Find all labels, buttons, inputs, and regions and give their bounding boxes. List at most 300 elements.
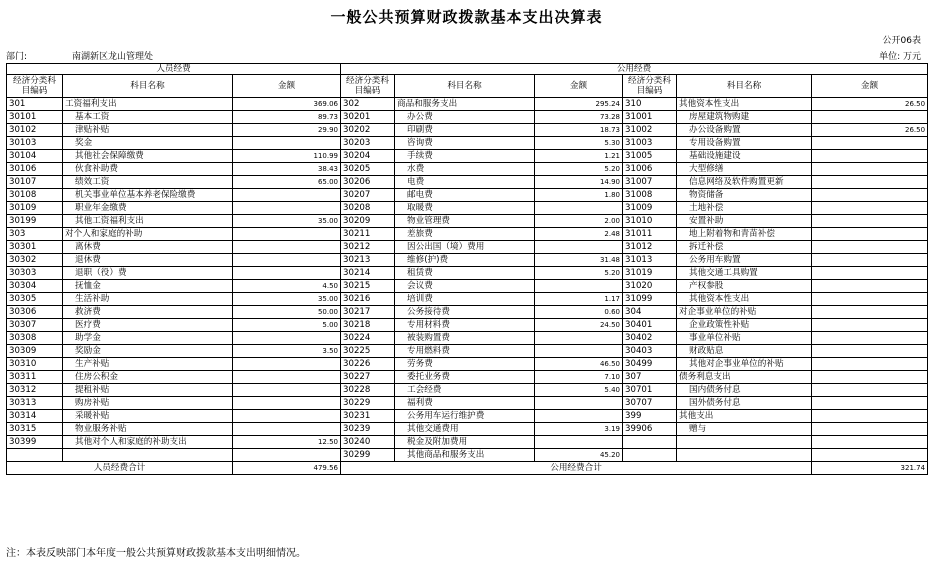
row-code: 30311 xyxy=(7,371,63,384)
row-amount: 5.00 xyxy=(233,319,341,332)
row-name: 企业政策性补贴 xyxy=(677,319,812,332)
row-code: 30313 xyxy=(7,397,63,410)
row-name: 其他交通费用 xyxy=(395,423,535,436)
row-code: 30213 xyxy=(341,254,395,267)
table-row xyxy=(7,306,928,319)
row-amount xyxy=(233,332,341,345)
row-name xyxy=(677,436,812,449)
row-name: 工资福利支出 xyxy=(63,98,233,111)
row-code: 31012 xyxy=(623,241,677,254)
row-name: 生产补贴 xyxy=(63,358,233,371)
row-name xyxy=(677,449,812,462)
row-amount xyxy=(812,254,928,267)
row-amount: 369.06 xyxy=(233,98,341,111)
table-row xyxy=(7,319,928,332)
row-code: 30203 xyxy=(341,137,395,150)
row-name: 救济费 xyxy=(63,306,233,319)
row-amount xyxy=(233,202,341,215)
row-amount: 26.50 xyxy=(812,98,928,111)
row-code: 30309 xyxy=(7,345,63,358)
row-code: 30305 xyxy=(7,293,63,306)
row-amount: 2.00 xyxy=(535,215,623,228)
row-name: 奖金 xyxy=(63,137,233,150)
row-name: 其他对个人和家庭的补助支出 xyxy=(63,436,233,449)
row-name: 提租补贴 xyxy=(63,384,233,397)
table-row xyxy=(7,163,928,176)
name-header: 科目名称 xyxy=(677,75,812,98)
row-code: 30107 xyxy=(7,176,63,189)
amount-header: 金额 xyxy=(535,75,623,98)
row-name: 因公出国（境）费用 xyxy=(395,241,535,254)
table-row xyxy=(7,111,928,124)
row-code: 30109 xyxy=(7,202,63,215)
row-code: 30226 xyxy=(341,358,395,371)
row-name: 对个人和家庭的补助 xyxy=(63,228,233,241)
row-code: 31007 xyxy=(623,176,677,189)
row-code: 30301 xyxy=(7,241,63,254)
row-code: 30104 xyxy=(7,150,63,163)
row-code: 30399 xyxy=(7,436,63,449)
row-code: 30310 xyxy=(7,358,63,371)
row-amount xyxy=(812,371,928,384)
row-name: 职业年金缴费 xyxy=(63,202,233,215)
form-code: 公开06表 xyxy=(882,36,921,46)
row-amount xyxy=(812,293,928,306)
row-code: 30211 xyxy=(341,228,395,241)
table-row xyxy=(7,345,928,358)
row-name: 劳务费 xyxy=(395,358,535,371)
row-amount xyxy=(535,332,623,345)
public-total-label: 公用经费合计 xyxy=(341,462,812,475)
row-code xyxy=(7,449,63,462)
row-name: 差旅费 xyxy=(395,228,535,241)
row-amount: 3.19 xyxy=(535,423,623,436)
row-code: 30299 xyxy=(341,449,395,462)
row-amount xyxy=(812,176,928,189)
row-name: 维修(护)费 xyxy=(395,254,535,267)
row-name: 其他工资福利支出 xyxy=(63,215,233,228)
row-name: 退职（役）费 xyxy=(63,267,233,280)
table-row xyxy=(7,436,928,449)
row-code: 31009 xyxy=(623,202,677,215)
row-amount xyxy=(812,410,928,423)
row-code: 31001 xyxy=(623,111,677,124)
personnel-total-label: 人员经费合计 xyxy=(7,462,233,475)
row-amount xyxy=(233,137,341,150)
row-name: 其他社会保障缴费 xyxy=(63,150,233,163)
row-amount: 73.28 xyxy=(535,111,623,124)
name-header: 科目名称 xyxy=(63,75,233,98)
row-name: 医疗费 xyxy=(63,319,233,332)
row-code: 30225 xyxy=(341,345,395,358)
row-code: 31013 xyxy=(623,254,677,267)
row-code: 30204 xyxy=(341,150,395,163)
row-name: 福利费 xyxy=(395,397,535,410)
row-name: 其他支出 xyxy=(677,410,812,423)
row-name: 取暖费 xyxy=(395,202,535,215)
department-label: 部门: xyxy=(6,52,28,62)
row-amount xyxy=(812,319,928,332)
row-name: 物业管理费 xyxy=(395,215,535,228)
row-name: 大型修缮 xyxy=(677,163,812,176)
row-amount xyxy=(812,306,928,319)
department-name: 南湖新区龙山管理处 xyxy=(72,52,154,62)
row-amount: 31.48 xyxy=(535,254,623,267)
row-amount: 2.48 xyxy=(535,228,623,241)
table-row xyxy=(7,280,928,293)
row-code: 30231 xyxy=(341,410,395,423)
row-amount: 18.73 xyxy=(535,124,623,137)
table-row xyxy=(7,150,928,163)
row-amount xyxy=(812,163,928,176)
row-name: 奖励金 xyxy=(63,345,233,358)
row-code: 30307 xyxy=(7,319,63,332)
row-code: 30499 xyxy=(623,358,677,371)
row-code: 30199 xyxy=(7,215,63,228)
row-amount xyxy=(812,397,928,410)
footnote: 注：本表反映部门本年度一般公共预算财政拨款基本支出明细情况。 xyxy=(6,548,306,559)
row-amount xyxy=(535,436,623,449)
row-code: 30202 xyxy=(341,124,395,137)
row-amount xyxy=(812,111,928,124)
row-code: 30206 xyxy=(341,176,395,189)
row-code: 30402 xyxy=(623,332,677,345)
row-name: 机关事业单位基本养老保险缴费 xyxy=(63,189,233,202)
row-amount: 12.50 xyxy=(233,436,341,449)
row-name: 其他商品和服务支出 xyxy=(395,449,535,462)
row-name: 公务用车运行维护费 xyxy=(395,410,535,423)
row-code: 30215 xyxy=(341,280,395,293)
column-header-row xyxy=(7,75,928,98)
row-code: 30102 xyxy=(7,124,63,137)
row-amount xyxy=(535,202,623,215)
row-name: 基础设施建设 xyxy=(677,150,812,163)
row-code: 303 xyxy=(7,228,63,241)
row-amount: 5.20 xyxy=(535,163,623,176)
row-amount: 110.99 xyxy=(233,150,341,163)
row-code: 30240 xyxy=(341,436,395,449)
row-amount xyxy=(233,371,341,384)
row-code: 30106 xyxy=(7,163,63,176)
row-name: 生活补助 xyxy=(63,293,233,306)
row-name: 国内债务付息 xyxy=(677,384,812,397)
row-code: 31019 xyxy=(623,267,677,280)
row-name: 邮电费 xyxy=(395,189,535,202)
row-amount xyxy=(233,267,341,280)
group-header-row xyxy=(7,64,928,75)
amount-header: 金额 xyxy=(233,75,341,98)
row-amount: 3.50 xyxy=(233,345,341,358)
row-amount xyxy=(812,215,928,228)
row-name: 拆迁补偿 xyxy=(677,241,812,254)
row-name: 产权参股 xyxy=(677,280,812,293)
row-amount: 295.24 xyxy=(535,98,623,111)
personnel-total-amount: 479.56 xyxy=(233,462,341,475)
row-code: 30212 xyxy=(341,241,395,254)
table-row xyxy=(7,423,928,436)
row-amount: 26.50 xyxy=(812,124,928,137)
row-amount: 7.10 xyxy=(535,371,623,384)
code-header: 经济分类科目编码 xyxy=(623,75,677,98)
row-code: 31008 xyxy=(623,189,677,202)
table-row xyxy=(7,267,928,280)
row-code: 399 xyxy=(623,410,677,423)
row-name: 住房公积金 xyxy=(63,371,233,384)
table-row xyxy=(7,241,928,254)
row-amount xyxy=(812,358,928,371)
table-row xyxy=(7,384,928,397)
row-code: 304 xyxy=(623,306,677,319)
row-name: 伙食补助费 xyxy=(63,163,233,176)
row-code: 31099 xyxy=(623,293,677,306)
table-row xyxy=(7,254,928,267)
row-code: 30229 xyxy=(341,397,395,410)
row-code: 30239 xyxy=(341,423,395,436)
row-code: 39906 xyxy=(623,423,677,436)
amount-header: 金额 xyxy=(812,75,928,98)
table-row xyxy=(7,176,928,189)
row-amount xyxy=(233,384,341,397)
row-amount: 35.00 xyxy=(233,293,341,306)
row-name: 离休费 xyxy=(63,241,233,254)
row-code: 30228 xyxy=(341,384,395,397)
row-name: 事业单位补贴 xyxy=(677,332,812,345)
row-name: 委托业务费 xyxy=(395,371,535,384)
row-name: 房屋建筑物购建 xyxy=(677,111,812,124)
row-amount xyxy=(535,241,623,254)
row-code: 30201 xyxy=(341,111,395,124)
totals-row xyxy=(7,462,928,475)
row-code: 30217 xyxy=(341,306,395,319)
row-code: 31006 xyxy=(623,163,677,176)
row-amount xyxy=(233,358,341,371)
public-total-amount: 321.74 xyxy=(812,462,928,475)
row-name: 对企事业单位的补贴 xyxy=(677,306,812,319)
row-amount xyxy=(812,384,928,397)
row-name: 办公费 xyxy=(395,111,535,124)
row-amount xyxy=(535,410,623,423)
row-name: 公务接待费 xyxy=(395,306,535,319)
table-row xyxy=(7,98,928,111)
row-code: 30216 xyxy=(341,293,395,306)
row-amount xyxy=(812,436,928,449)
row-code: 30403 xyxy=(623,345,677,358)
expenditure-table xyxy=(6,63,928,475)
row-amount: 5.20 xyxy=(535,267,623,280)
row-name: 手续费 xyxy=(395,150,535,163)
row-name: 培训费 xyxy=(395,293,535,306)
row-code: 30227 xyxy=(341,371,395,384)
row-code: 30302 xyxy=(7,254,63,267)
report-title: 一般公共预算财政拨款基本支出决算表 xyxy=(330,8,603,26)
row-name: 地上附着物和青苗补偿 xyxy=(677,228,812,241)
row-amount: 29.90 xyxy=(233,124,341,137)
row-amount xyxy=(233,241,341,254)
row-name xyxy=(63,449,233,462)
row-amount xyxy=(535,345,623,358)
row-code: 31010 xyxy=(623,215,677,228)
row-code: 30214 xyxy=(341,267,395,280)
row-code: 30314 xyxy=(7,410,63,423)
row-amount xyxy=(812,228,928,241)
row-amount: 38.43 xyxy=(233,163,341,176)
row-name: 专用设备购置 xyxy=(677,137,812,150)
row-code: 31005 xyxy=(623,150,677,163)
unit-label: 单位: 万元 xyxy=(879,52,921,62)
table-row xyxy=(7,332,928,345)
row-code: 30101 xyxy=(7,111,63,124)
row-name: 咨询费 xyxy=(395,137,535,150)
table-row xyxy=(7,215,928,228)
table-row xyxy=(7,410,928,423)
row-name: 工会经费 xyxy=(395,384,535,397)
row-code: 302 xyxy=(341,98,395,111)
row-amount xyxy=(812,150,928,163)
row-code: 30306 xyxy=(7,306,63,319)
row-name: 其他资本性支出 xyxy=(677,293,812,306)
row-amount xyxy=(812,280,928,293)
table-row xyxy=(7,202,928,215)
row-amount: 1.17 xyxy=(535,293,623,306)
row-name: 购房补贴 xyxy=(63,397,233,410)
row-name: 办公设备购置 xyxy=(677,124,812,137)
row-amount xyxy=(812,332,928,345)
row-amount xyxy=(812,267,928,280)
row-amount xyxy=(812,241,928,254)
row-amount: 24.50 xyxy=(535,319,623,332)
row-name: 其他交通工具购置 xyxy=(677,267,812,280)
row-amount: 45.20 xyxy=(535,449,623,462)
row-name: 租赁费 xyxy=(395,267,535,280)
row-name: 印刷费 xyxy=(395,124,535,137)
table-row xyxy=(7,293,928,306)
row-amount: 89.73 xyxy=(233,111,341,124)
row-code: 30315 xyxy=(7,423,63,436)
row-amount xyxy=(233,254,341,267)
row-code xyxy=(623,436,677,449)
row-name: 基本工资 xyxy=(63,111,233,124)
row-code: 31011 xyxy=(623,228,677,241)
row-amount xyxy=(812,137,928,150)
row-code: 30207 xyxy=(341,189,395,202)
table-row xyxy=(7,228,928,241)
row-amount: 46.50 xyxy=(535,358,623,371)
table-row xyxy=(7,449,928,462)
row-name: 其他资本性支出 xyxy=(677,98,812,111)
row-code: 30205 xyxy=(341,163,395,176)
table-row xyxy=(7,124,928,137)
row-amount xyxy=(812,345,928,358)
row-name: 水费 xyxy=(395,163,535,176)
row-name: 其他对企事业单位的补贴 xyxy=(677,358,812,371)
row-code: 31002 xyxy=(623,124,677,137)
row-code: 31003 xyxy=(623,137,677,150)
row-amount: 1.21 xyxy=(535,150,623,163)
row-code: 31020 xyxy=(623,280,677,293)
row-amount xyxy=(233,410,341,423)
row-code: 30218 xyxy=(341,319,395,332)
row-name: 国外债务付息 xyxy=(677,397,812,410)
code-header: 经济分类科目编码 xyxy=(341,75,395,98)
row-amount xyxy=(812,449,928,462)
row-name: 物业服务补贴 xyxy=(63,423,233,436)
row-name: 赠与 xyxy=(677,423,812,436)
row-name: 信息网络及软件购置更新 xyxy=(677,176,812,189)
row-amount xyxy=(812,202,928,215)
row-name: 公务用车购置 xyxy=(677,254,812,267)
row-name: 财政贴息 xyxy=(677,345,812,358)
code-header: 经济分类科目编码 xyxy=(7,75,63,98)
row-code: 30108 xyxy=(7,189,63,202)
row-name: 助学金 xyxy=(63,332,233,345)
row-name: 安置补助 xyxy=(677,215,812,228)
table-row xyxy=(7,358,928,371)
row-name: 津贴补贴 xyxy=(63,124,233,137)
row-amount: 35.00 xyxy=(233,215,341,228)
row-amount xyxy=(812,189,928,202)
row-name: 物资储备 xyxy=(677,189,812,202)
row-amount: 0.60 xyxy=(535,306,623,319)
row-code: 30304 xyxy=(7,280,63,293)
row-amount: 14.90 xyxy=(535,176,623,189)
row-code: 30208 xyxy=(341,202,395,215)
row-amount: 1.80 xyxy=(535,189,623,202)
row-name: 会议费 xyxy=(395,280,535,293)
row-amount xyxy=(233,189,341,202)
row-name: 抚恤金 xyxy=(63,280,233,293)
row-name: 退休费 xyxy=(63,254,233,267)
row-amount xyxy=(535,397,623,410)
row-amount xyxy=(233,423,341,436)
row-code: 301 xyxy=(7,98,63,111)
personnel-group-header: 人员经费 xyxy=(7,64,341,75)
table-row xyxy=(7,397,928,410)
row-code: 30224 xyxy=(341,332,395,345)
row-code xyxy=(623,449,677,462)
row-amount xyxy=(812,423,928,436)
row-code: 30303 xyxy=(7,267,63,280)
row-code: 30401 xyxy=(623,319,677,332)
row-name: 专用燃料费 xyxy=(395,345,535,358)
row-name: 被装购置费 xyxy=(395,332,535,345)
name-header: 科目名称 xyxy=(395,75,535,98)
row-amount xyxy=(233,449,341,462)
table-row xyxy=(7,371,928,384)
row-name: 债务利息支出 xyxy=(677,371,812,384)
row-amount xyxy=(233,228,341,241)
row-code: 30312 xyxy=(7,384,63,397)
row-code: 30701 xyxy=(623,384,677,397)
public-group-header: 公用经费 xyxy=(341,64,928,75)
row-amount: 50.00 xyxy=(233,306,341,319)
table-row xyxy=(7,137,928,150)
row-name: 采暖补贴 xyxy=(63,410,233,423)
row-code: 310 xyxy=(623,98,677,111)
row-name: 电费 xyxy=(395,176,535,189)
row-code: 307 xyxy=(623,371,677,384)
row-name: 专用材料费 xyxy=(395,319,535,332)
row-amount: 65.00 xyxy=(233,176,341,189)
table-row xyxy=(7,189,928,202)
row-amount: 5.30 xyxy=(535,137,623,150)
row-code: 30707 xyxy=(623,397,677,410)
row-amount: 5.40 xyxy=(535,384,623,397)
row-name: 商品和服务支出 xyxy=(395,98,535,111)
row-amount: 4.50 xyxy=(233,280,341,293)
row-name: 土地补偿 xyxy=(677,202,812,215)
row-code: 30209 xyxy=(341,215,395,228)
row-code: 30308 xyxy=(7,332,63,345)
